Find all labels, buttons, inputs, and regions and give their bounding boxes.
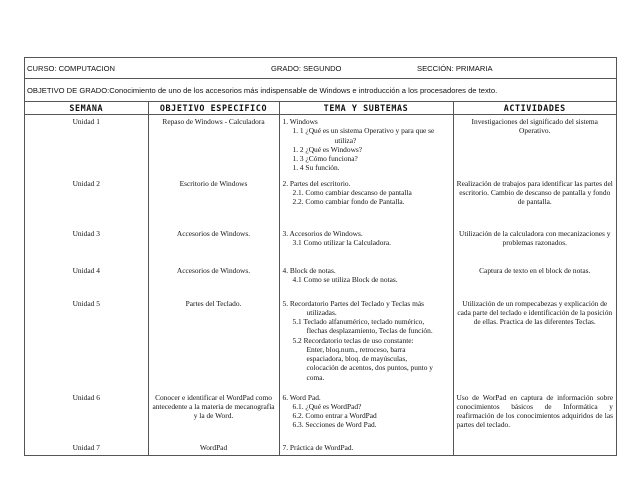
course-label: CURSO: COMPUTACION xyxy=(27,63,116,73)
cell-objetivo: Accesorios de Windows. xyxy=(148,227,279,264)
tema-line: 6.2. Como entrar a WordPad xyxy=(292,411,377,420)
tema-line: 6. Word Pad. xyxy=(282,392,321,402)
tema-line: 3.1 Como utilizar la Calculadora. xyxy=(292,237,392,247)
cell-objetivo: Repaso de Windows - Calculadora xyxy=(148,115,279,177)
course-header-row xyxy=(25,58,616,79)
cell-actividades: Captura de texto en el block de notas. xyxy=(479,265,591,275)
tema-line: 2. Partes del escritorio. xyxy=(282,178,351,188)
column-header-semana: SEMANA xyxy=(25,102,148,115)
column-header-objetivo: OBJETIVO ESPECIFICO xyxy=(148,102,279,115)
tema-line: Enter, bloq.num., retroceso, barra xyxy=(306,344,406,354)
lesson-plan-document xyxy=(24,57,617,456)
tema-line: 2.2. Como cambiar fondo de Pantalla. xyxy=(292,197,405,206)
grade-objective-row xyxy=(25,79,616,102)
tema-line: espaciadora, bloq. de mayúsculas, xyxy=(306,354,408,363)
tema-line: 3. Accesorios de Windows. xyxy=(282,228,363,238)
tema-line: 6.1. ¿Qué es WordPad? xyxy=(292,401,362,411)
cell-objetivo: Accesorios de Windows. xyxy=(148,264,279,297)
cell-tema xyxy=(279,115,453,177)
cell-semana: Unidad 2 xyxy=(25,177,148,227)
table-row xyxy=(25,391,616,441)
tema-line: utiliza? xyxy=(334,135,357,145)
tema-line: 1. 2 ¿Qué es Windows? xyxy=(292,144,363,154)
plan-table xyxy=(25,102,616,455)
cell-tema xyxy=(279,227,453,264)
cell-tema xyxy=(279,264,453,297)
tema-line: coma. xyxy=(306,372,325,382)
tema-line: 1. Windows xyxy=(282,117,318,126)
cell-objetivo: Partes del Teclado. xyxy=(148,297,279,391)
column-header-tema: TEMA Y SUBTEMAS xyxy=(279,102,453,115)
tema-line: 6.3. Secciones de Word Pad. xyxy=(292,420,377,430)
cell-semana: Unidad 5 xyxy=(25,297,148,391)
cell-tema xyxy=(279,441,453,455)
tema-line: 5.2 Recordatorio teclas de uso constante: xyxy=(292,335,414,345)
cell-tema xyxy=(279,297,453,391)
table-row xyxy=(25,297,616,391)
cell-tema xyxy=(279,391,453,441)
tema-line: 4. Block de notas. xyxy=(282,265,336,275)
cell-semana: Unidad 3 xyxy=(25,227,148,264)
cell-actividades: Utilización de la calculadora con mecanizaciones y problemas razonados. xyxy=(459,228,611,247)
tema-line: 5.1 Teclado alfanumérico, teclado numérico, xyxy=(292,317,425,326)
cell-actividades xyxy=(453,441,616,455)
cell-actividades: Uso de WorPad en captura de información sobre conocimientos básicos de Informática y reafirmación de los conocimientos adquiridos de las partes del teclado. xyxy=(456,392,613,430)
tema-line: 4.1 Como se utiliza Block de notas. xyxy=(292,274,398,284)
tema-line: flechas desplazamiento, Teclas de función. xyxy=(306,326,433,336)
cell-actividades: Utilización de un rompecabezas y explicación de cada parte del teclado e identificación de la posición de ellas. Practica de las diferentes Teclas. xyxy=(457,298,613,326)
table-header-row xyxy=(25,102,616,115)
tema-line: 2.1. Como cambiar descanso de pantalla xyxy=(292,187,412,197)
cell-objetivo: Conocer e identificar el WordPad como antecedente a la materia de mecanografía y la de Word. xyxy=(148,391,279,441)
cell-actividades: Realización de trabajos para identificar las partes del escritorio. Cambio de descanso de pantalla y fondo de pantalla. xyxy=(456,178,613,206)
column-header-actividades: ACTIVIDADES xyxy=(453,102,616,115)
tema-line: colocación de acentos, dos puntos, punto y xyxy=(306,363,433,373)
table-row xyxy=(25,264,616,297)
tema-line: 7. Práctica de WordPad. xyxy=(282,442,354,452)
cell-objetivo: WordPad xyxy=(148,441,279,455)
grade-objective-text: OBJETIVO DE GRADO:Conocimiento de uno de los accesorios más indispensable de Windows e introducción a los procesadores de texto. xyxy=(27,85,498,95)
table-row xyxy=(25,227,616,264)
section-label: SECCIÓN: PRIMARIA xyxy=(417,63,493,73)
cell-objetivo: Escritorio de Windows xyxy=(148,177,279,227)
cell-actividades: Investigaciones del significado del sistema Operativo. xyxy=(471,117,598,136)
cell-semana: Unidad 1 xyxy=(25,115,148,177)
table-row xyxy=(25,177,616,227)
table-row xyxy=(25,115,616,177)
tema-line: 1. 1 ¿Qué es un sistema Operativo y para que se xyxy=(292,126,435,136)
tema-line: 1. 4 Su función. xyxy=(292,163,340,173)
cell-semana: Unidad 6 xyxy=(25,391,148,441)
tema-line: utilizadas. xyxy=(306,307,337,317)
cell-semana: Unidad 4 xyxy=(25,264,148,297)
cell-semana: Unidad 7 xyxy=(25,441,148,455)
tema-line: 5. Recordatorio Partes del Teclado y Teclas más xyxy=(282,298,425,308)
cell-tema xyxy=(279,177,453,227)
table-row xyxy=(25,441,616,455)
grade-label: GRADO: SEGUNDO xyxy=(271,63,342,73)
tema-line: 1. 3 ¿Cómo funciona? xyxy=(292,154,358,163)
